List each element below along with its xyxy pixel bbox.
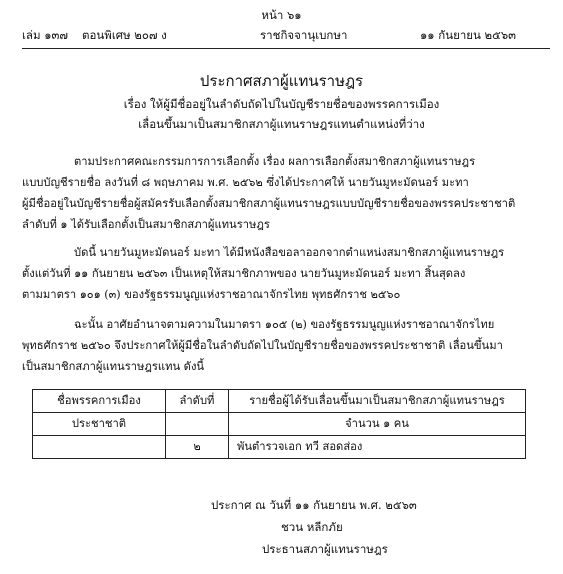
paragraph-line: แบบบัญชีรายชื่อ ลงวันที่ ๘ พฤษภาคม พ.ศ. ๒๕๖๒ ซึ่งได้ประกาศให้ นายวันมูหะมัดนอร์ มะทา	[22, 176, 469, 189]
paragraph-line: พุทธศักราช ๒๕๖๐ จึงประกาศให้ผู้มีชื่อในลำดับถัดไปในบัญชีรายชื่อของพรรคประชาชาติ เลื่อนขึ้นมา	[22, 339, 503, 352]
count-cell: จำนวน ๑ คน	[229, 413, 526, 436]
signatory-position: ประธานสภาผู้แทนราษฎร	[262, 542, 388, 556]
announcement-title: ประกาศสภาผู้แทนราษฎร	[199, 72, 364, 90]
gazette-date: ๑๑ กันยายน ๒๕๖๓	[420, 28, 516, 42]
section-label: ตอนพิเศษ ๒๐๗ ง	[82, 28, 167, 42]
party-cell: ประชาชาติ	[33, 413, 166, 436]
announcement-subject-line-1: เรื่อง ให้ผู้มีชื่ออยู่ในลำดับถัดไปในบัญชีรายชื่อของพรรคการเมือง	[123, 97, 440, 111]
rank-cell-empty	[166, 413, 229, 436]
paragraph-line: บัดนี้ นายวันมูหะมัดนอร์ มะทา ได้มีหนังสือขอลาออกจากตำแหน่งสมาชิกสภาผู้แทนราษฎร	[74, 246, 505, 259]
gazette-name: ราชกิจจานุเบกษา	[260, 28, 348, 42]
table-row	[33, 413, 526, 436]
party-cell-empty	[33, 436, 166, 459]
promoted-members-table	[32, 389, 526, 459]
signatory-name: ชวน หลีกภัย	[281, 520, 343, 534]
column-header-rank: ลำดับที่	[166, 390, 229, 413]
table-header-row	[33, 390, 526, 413]
announcement-date: ประกาศ ณ วันที่ ๑๑ กันยายน พ.ศ. ๒๕๖๓	[211, 498, 417, 512]
rank-cell: ๒	[166, 436, 229, 459]
paragraph-line: ฉะนั้น อาศัยอำนาจตามความในมาตรา ๑๐๕ (๒) ของรัฐธรรมนูญแห่งราชอาณาจักรไทย	[74, 318, 495, 331]
paragraph-line: ผู้มีชื่ออยู่ในบัญชีรายชื่อผู้สมัครรับเลือกตั้งสมาชิกสภาผู้แทนราษฎรแบบบัญชีรายชื่อของพรรคประชาชาติ	[22, 197, 516, 210]
paragraph-line: ตามประกาศคณะกรรมการการเลือกตั้ง เรื่อง ผลการเลือกตั้งสมาชิกสภาผู้แทนราษฎร	[74, 155, 476, 168]
paragraph-line: ลำดับที่ ๑ ได้รับเลือกตั้งเป็นสมาชิกสภาผู้แทนราษฎร	[22, 218, 270, 231]
header-rule	[22, 48, 550, 49]
paragraph-line: เป็นสมาชิกสภาผู้แทนราษฎรแทน ดังนี้	[22, 360, 205, 373]
member-name-cell: พันตำรวจเอก ทวี สอดส่อง	[229, 436, 526, 459]
announcement-subject-line-2: เลื่อนขึ้นมาเป็นสมาชิกสภาผู้แทนราษฎรแทนตำแหน่งที่ว่าง	[138, 117, 425, 131]
volume-label: เล่ม ๑๓๗	[22, 28, 69, 42]
table-row	[33, 436, 526, 459]
paragraph-line: ตามมาตรา ๑๐๑ (๓) ของรัฐธรรมนูญแห่งราชอาณาจักรไทย พุทธศักราช ๒๕๖๐	[22, 288, 401, 301]
page-number: หน้า ๖๑	[261, 8, 302, 22]
paragraph-line: ตั้งแต่วันที่ ๑๑ กันยายน ๒๕๖๓ เป็นเหตุให้สมาชิกภาพของ นายวันมูหะมัดนอร์ มะทา สิ้นสุดลง	[22, 267, 466, 280]
column-header-party: ชื่อพรรคการเมือง	[33, 390, 166, 413]
column-header-member: รายชื่อผู้ได้รับเลื่อนขึ้นมาเป็นสมาชิกสภาผู้แทนราษฎร	[229, 390, 526, 413]
